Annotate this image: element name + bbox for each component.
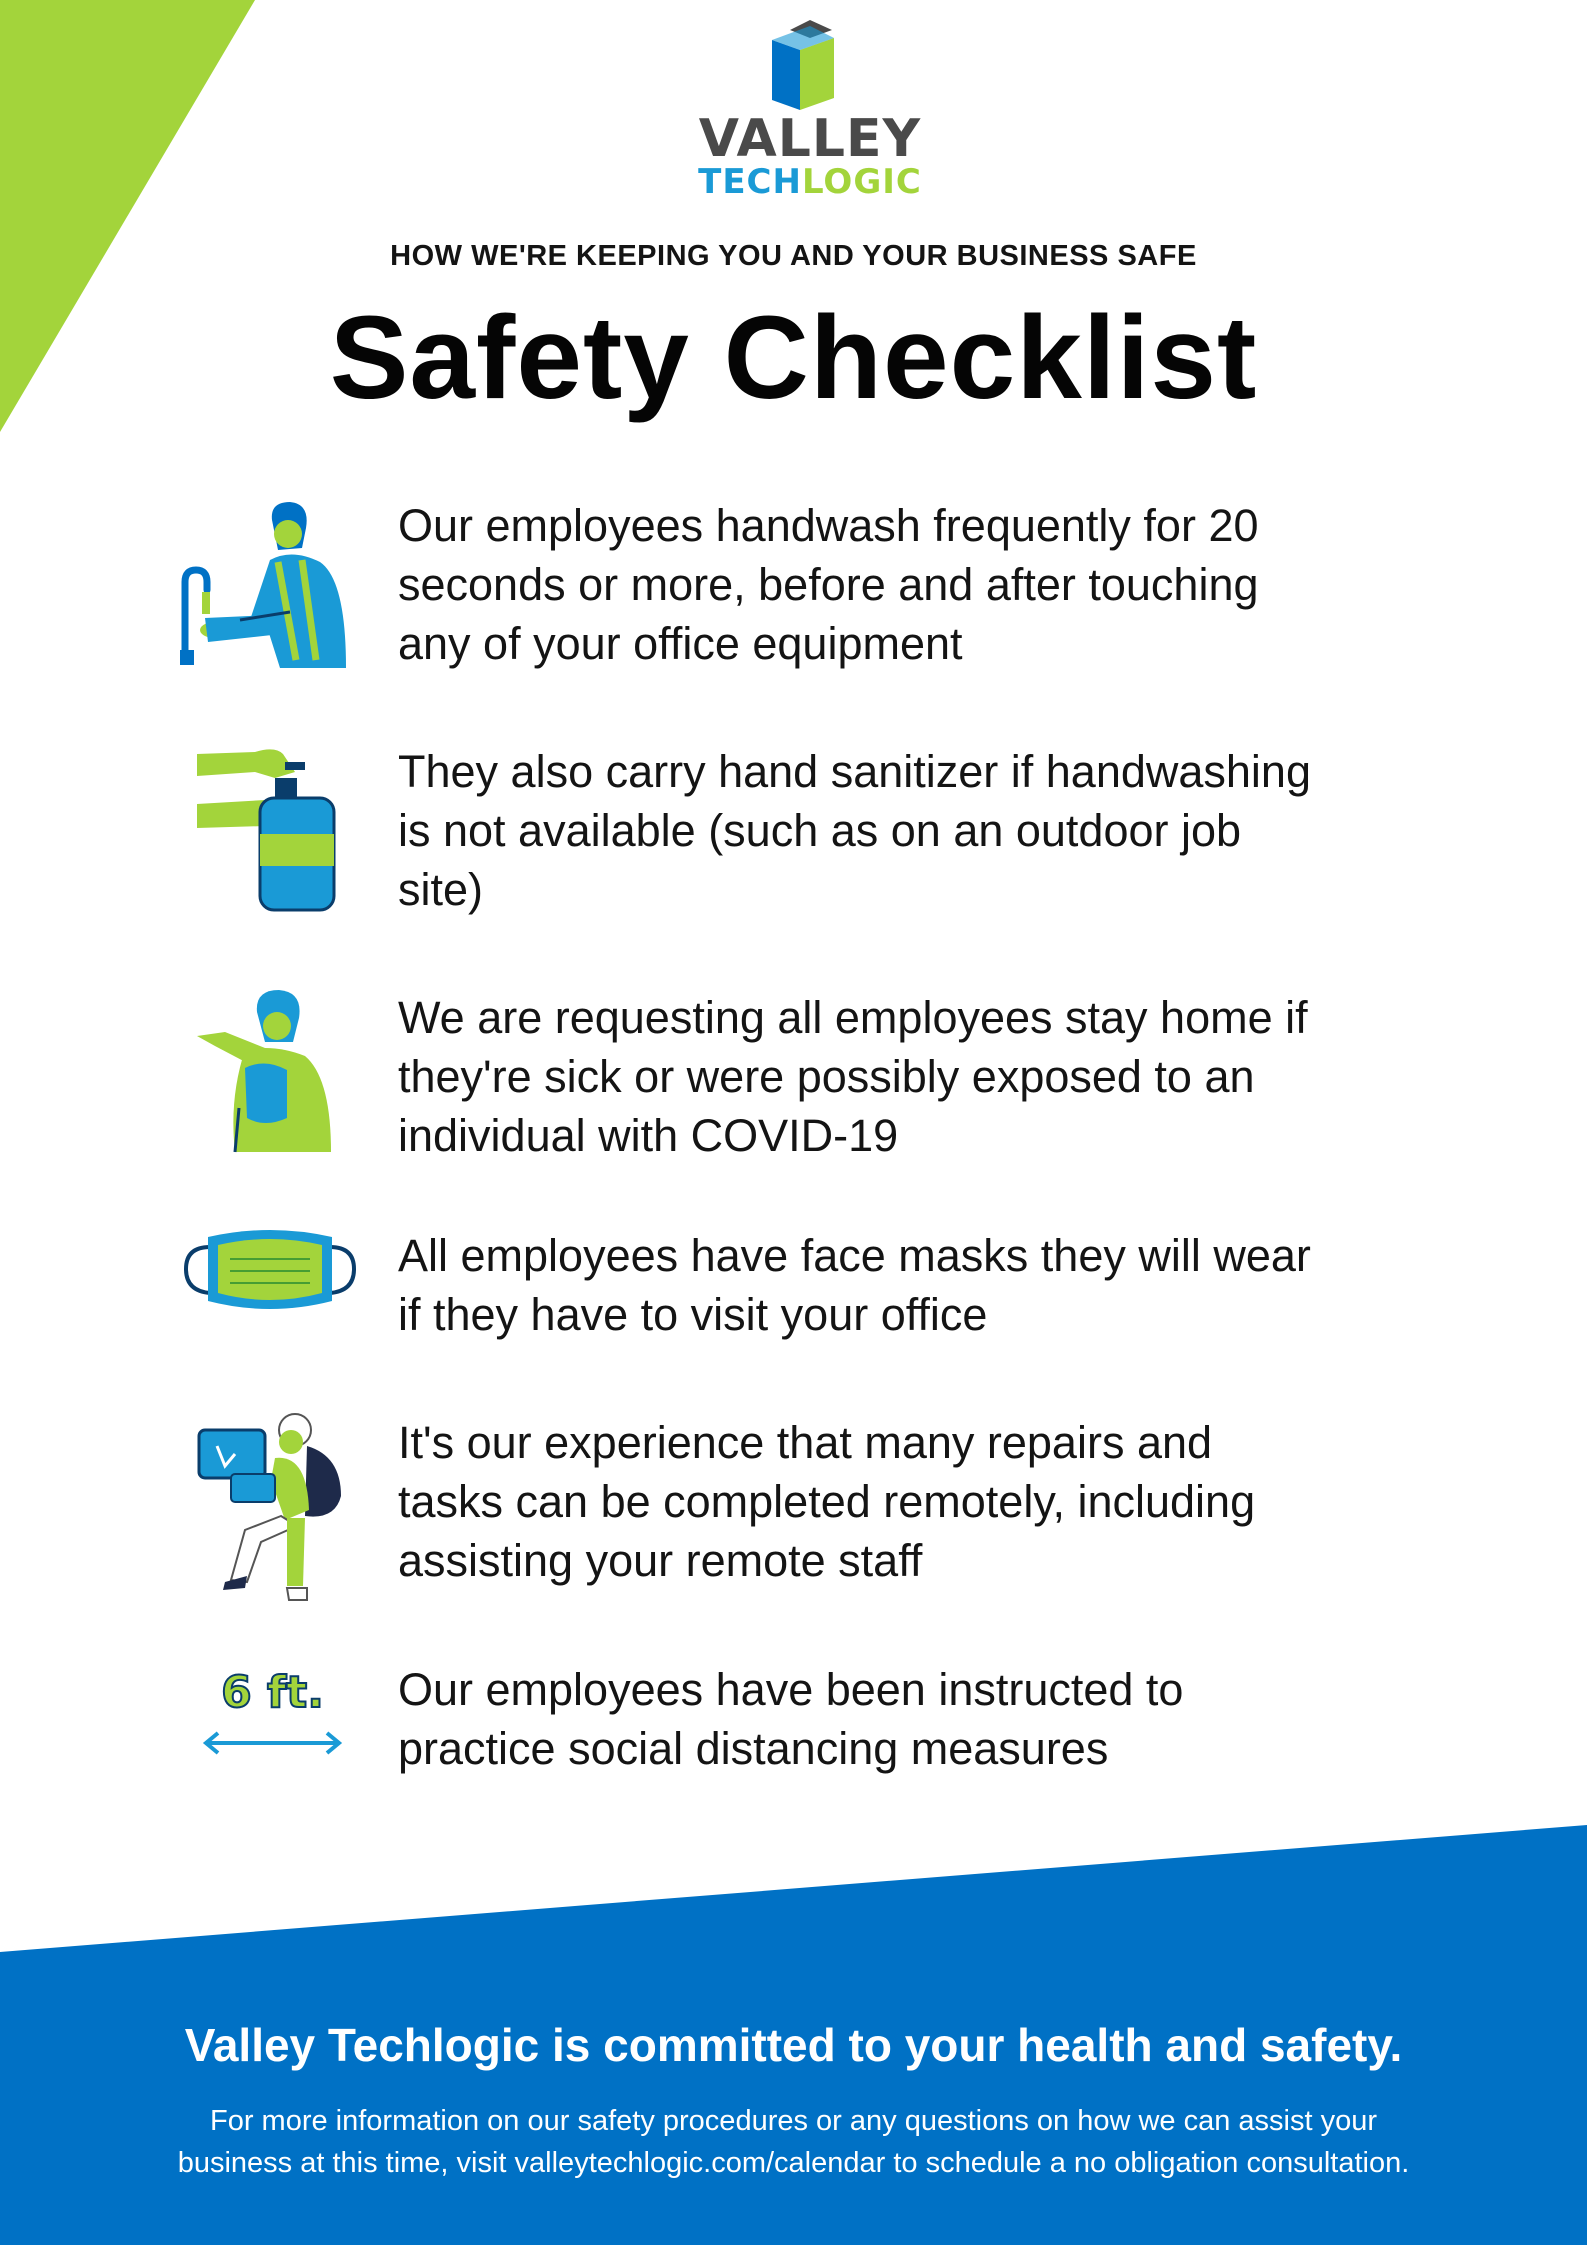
- page-subtitle: HOW WE'RE KEEPING YOU AND YOUR BUSINESS SAFE: [390, 240, 1197, 272]
- item-4-line-1: All employees have face masks they will wear: [398, 1230, 1311, 1281]
- logo-wordmark-techlogic: [660, 164, 960, 200]
- item-2-line-1: They also carry hand sanitizer if handwashing: [398, 746, 1311, 797]
- checklist-item-1: [398, 496, 1428, 673]
- distance-label: 6 ft.: [221, 1667, 324, 1718]
- item-5-line-1: It's our experience that many repairs and: [398, 1417, 1213, 1468]
- item-3-line-1: We are requesting all employees stay home if: [398, 992, 1308, 1043]
- social-distance-icon: [200, 1668, 345, 1758]
- logo-wordmark-valley: VALLEY: [698, 109, 922, 169]
- item-1-line-1: Our employees handwash frequently for 20: [398, 500, 1259, 551]
- footer-body-line-1: For more information on our safety procedures or any questions on how we can assist your: [209, 2105, 1378, 2137]
- logo-tech: TECH: [698, 162, 802, 202]
- hand-sanitizer-icon: [195, 742, 345, 912]
- item-6-line-1: Our employees have been instructed to: [398, 1664, 1184, 1715]
- item-5-line-2: tasks can be completed remotely, including: [398, 1476, 1256, 1527]
- item-3-line-3: individual with COVID-19: [398, 1110, 899, 1161]
- checklist-item-3: [398, 988, 1428, 1165]
- item-1-line-3: any of your office equipment: [398, 618, 963, 669]
- item-2-line-2: is not available (such as on an outdoor job: [398, 805, 1242, 856]
- checklist-item-5: [398, 1413, 1428, 1590]
- checklist-item-2: [398, 742, 1428, 919]
- page-title: Safety Checklist: [329, 292, 1258, 424]
- logo-cube-icon: [660, 16, 960, 116]
- item-5-line-3: assisting your remote staff: [398, 1535, 923, 1586]
- item-2-line-3: site): [398, 864, 484, 915]
- handwashing-icon: [180, 500, 360, 675]
- remote-work-icon: [195, 1410, 345, 1610]
- double-arrow-icon: [200, 1728, 345, 1758]
- footer-headline: Valley Techlogic is committed to your health and safety.: [184, 2019, 1403, 2071]
- footer-body-line-2: business at this time, visit valleytechlogic.com/calendar to schedule a no obligation consultation.: [177, 2147, 1410, 2179]
- item-1-line-2: seconds or more, before and after touching: [398, 559, 1259, 610]
- checklist-item-6: [398, 1660, 1428, 1778]
- item-4-line-2: if they have to visit your office: [398, 1289, 988, 1340]
- company-logo: [660, 16, 960, 202]
- item-3-line-2: they're sick or were possibly exposed to an: [398, 1051, 1255, 1102]
- logo-logic: LOGIC: [801, 162, 922, 202]
- checklist-item-4: [398, 1226, 1428, 1344]
- item-6-line-2: practice social distancing measures: [398, 1723, 1109, 1774]
- footer-body: [100, 2100, 1487, 2184]
- face-mask-icon: [182, 1225, 357, 1315]
- sneeze-elbow-icon: [195, 988, 335, 1153]
